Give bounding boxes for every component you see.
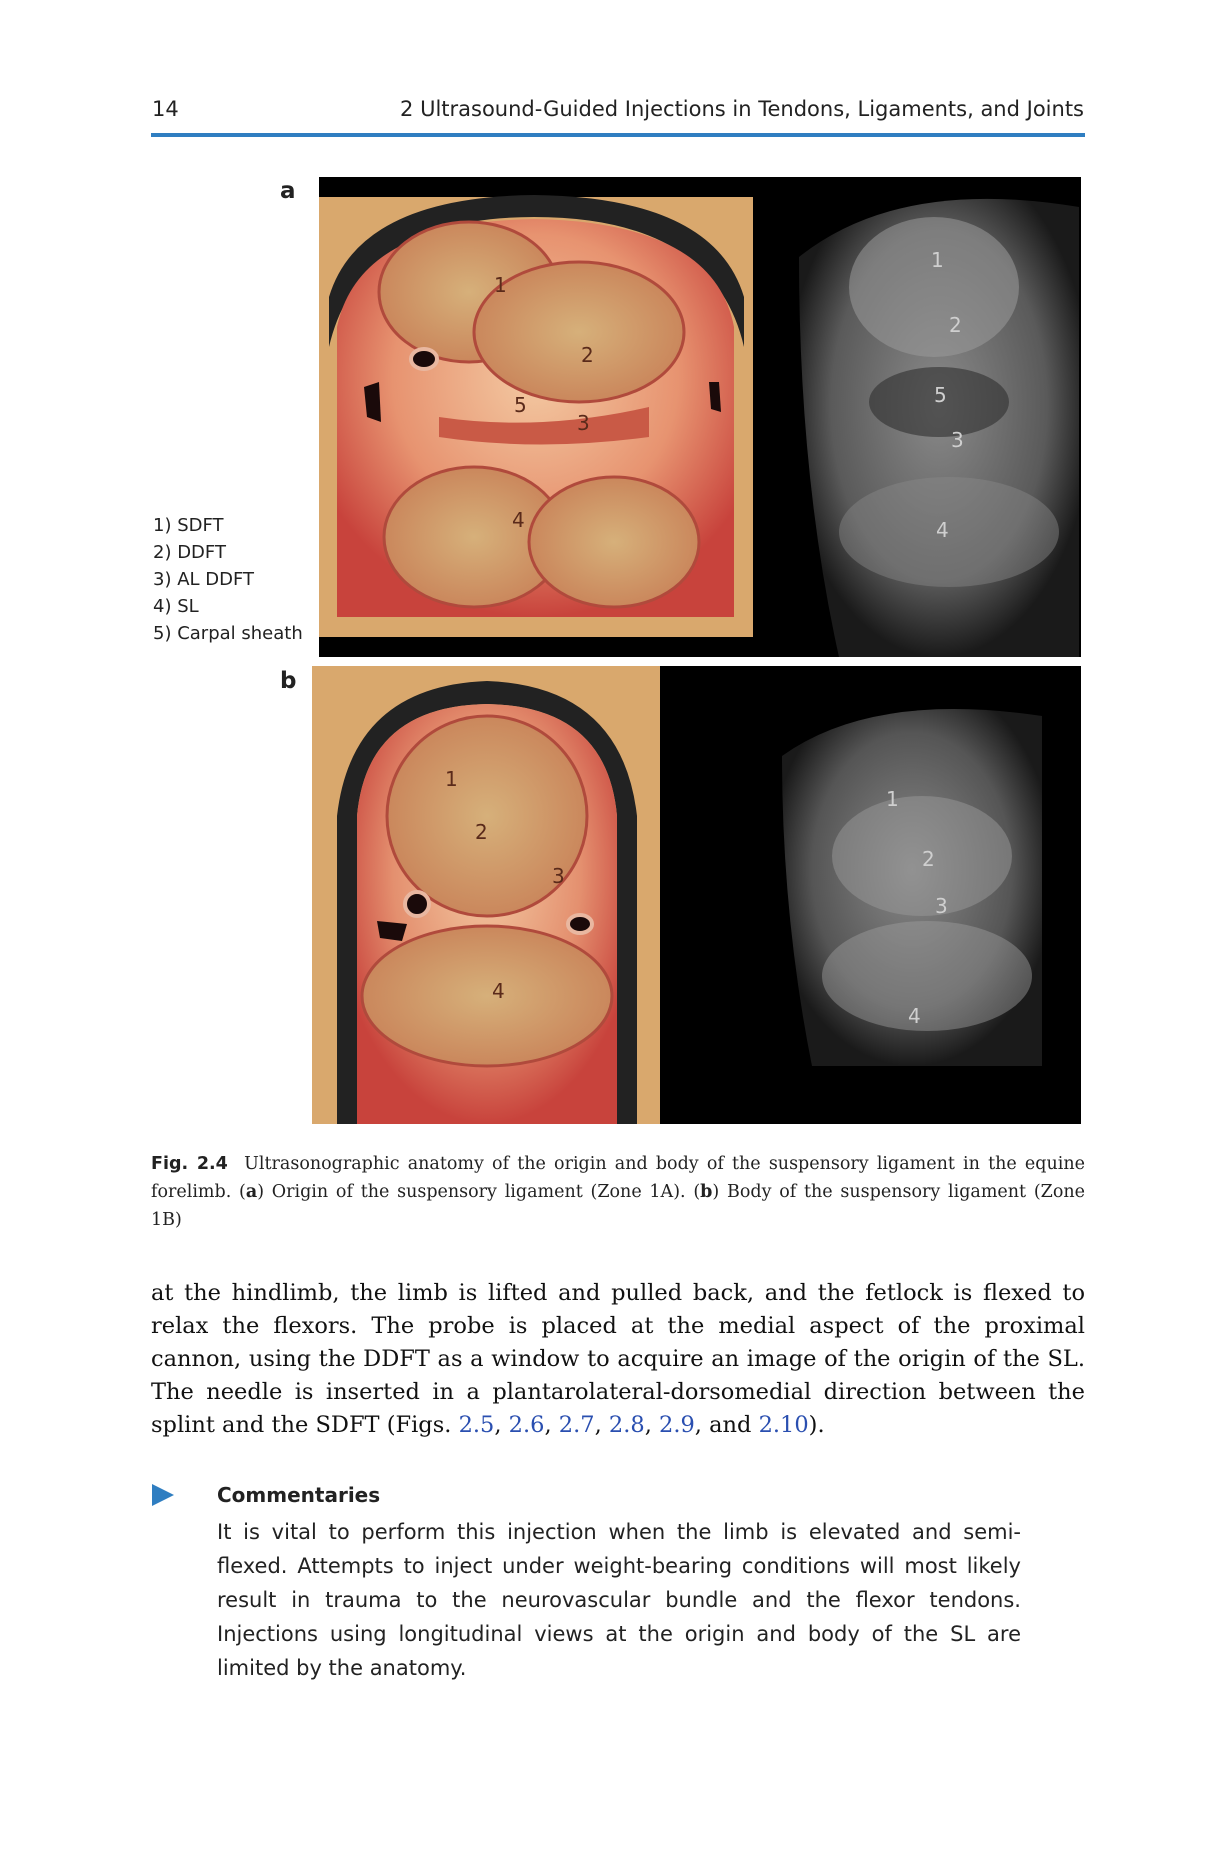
figure-link[interactable]: 2.10 [758,1412,809,1438]
separator: , [544,1412,559,1438]
us-label-1: 1 [931,248,944,272]
figure-caption [151,1150,1085,1234]
us-echo [849,217,1019,357]
vessel [405,892,429,916]
caption-text: ) Body of the suspensory ligament (Zone 1B) [151,1182,1085,1230]
figure-link[interactable]: 2.5 [458,1412,495,1438]
figure-panel-a [319,177,1081,657]
commentary-arrow-icon [152,1484,174,1506]
panel-a-images [319,177,1081,657]
sl-section [362,926,612,1066]
separator: , [494,1412,509,1438]
us-echo [822,921,1032,1031]
commentaries-body: It is vital to perform this injection when the limb is elevated and semi-flexed. Attempts to inject under weight-bearing conditions will most likely result in trauma to the neurovascular bundle and the flexor tendons. Injections using longitudinal views at the origin and body of the SL are limited by the anatomy. [217,1520,1021,1680]
photo-label-2: 2 [475,820,488,844]
us-label-4: 4 [908,1004,921,1028]
us-label-3: 3 [951,428,964,452]
photo-label-3: 3 [577,411,590,435]
figure-link[interactable]: 2.8 [608,1412,645,1438]
photo-label-4: 4 [512,508,525,532]
photo-label-1: 1 [494,273,507,297]
vessel [568,915,592,933]
figure-panel-b [312,666,1081,1124]
caption-text: ) Origin of the suspensory ligament (Zone 1A). ( [257,1182,701,1202]
us-label-3: 3 [935,894,948,918]
photo-label-1: 1 [445,767,458,791]
separator: , [594,1412,609,1438]
caption-label: Fig. 2.4 [151,1154,228,1174]
figure-legend [153,512,303,647]
header-rule [151,133,1085,137]
page-number: 14 [152,97,179,121]
figure-link[interactable]: 2.9 [659,1412,695,1438]
us-label-1: 1 [886,787,899,811]
panel-b-label: b [280,668,297,694]
vessel [411,349,437,369]
caption-panel-ref: b [700,1182,713,1202]
commentaries-title: Commentaries [217,1483,381,1507]
panel-a-label: a [280,178,296,204]
separator: ). [808,1412,825,1438]
legend-item: 4) SL [153,596,199,617]
us-label-2: 2 [949,313,962,337]
photo-label-4: 4 [492,979,505,1003]
figure-link[interactable]: 2.6 [508,1412,545,1438]
us-label-5: 5 [934,383,947,407]
figure-link[interactable]: 2.7 [558,1412,595,1438]
sl-section-right [529,477,699,607]
caption-panel-ref: a [245,1182,258,1202]
legend-item: 5) Carpal sheath [153,623,303,644]
legend-item: 1) SDFT [153,515,224,536]
body-text: at the hindlimb, the limb is lifted and pulled back, and the fetlock is flexed to relax the flexors. The probe is placed at the medial aspect of the proximal cannon, using the DDFT as a window to acquire an image of the origin of the SL. The needle is inserted in a plantarolateral-dorsomedial direction between the splint and the SDFT (Figs. [151,1280,1085,1438]
us-label-4: 4 [936,518,949,542]
legend-item: 2) DDFT [153,542,226,563]
separator: , and [694,1412,759,1438]
us-echo [839,477,1059,587]
photo-label-3: 3 [552,864,565,888]
us-label-2: 2 [922,847,935,871]
photo-label-2: 2 [581,343,594,367]
legend-item: 3) AL DDFT [153,569,255,590]
separator: , [644,1412,659,1438]
running-header: 2 Ultrasound-Guided Injections in Tendons, Ligaments, and Joints [400,97,1084,121]
caption-text: Ultrasonographic anatomy of the origin and body of the suspensory ligament in the equine forelimb. ( [151,1154,1085,1202]
body-paragraph [151,1277,1085,1442]
photo-label-5: 5 [514,393,527,417]
panel-b-images [312,666,1081,1124]
vessel [377,921,407,941]
